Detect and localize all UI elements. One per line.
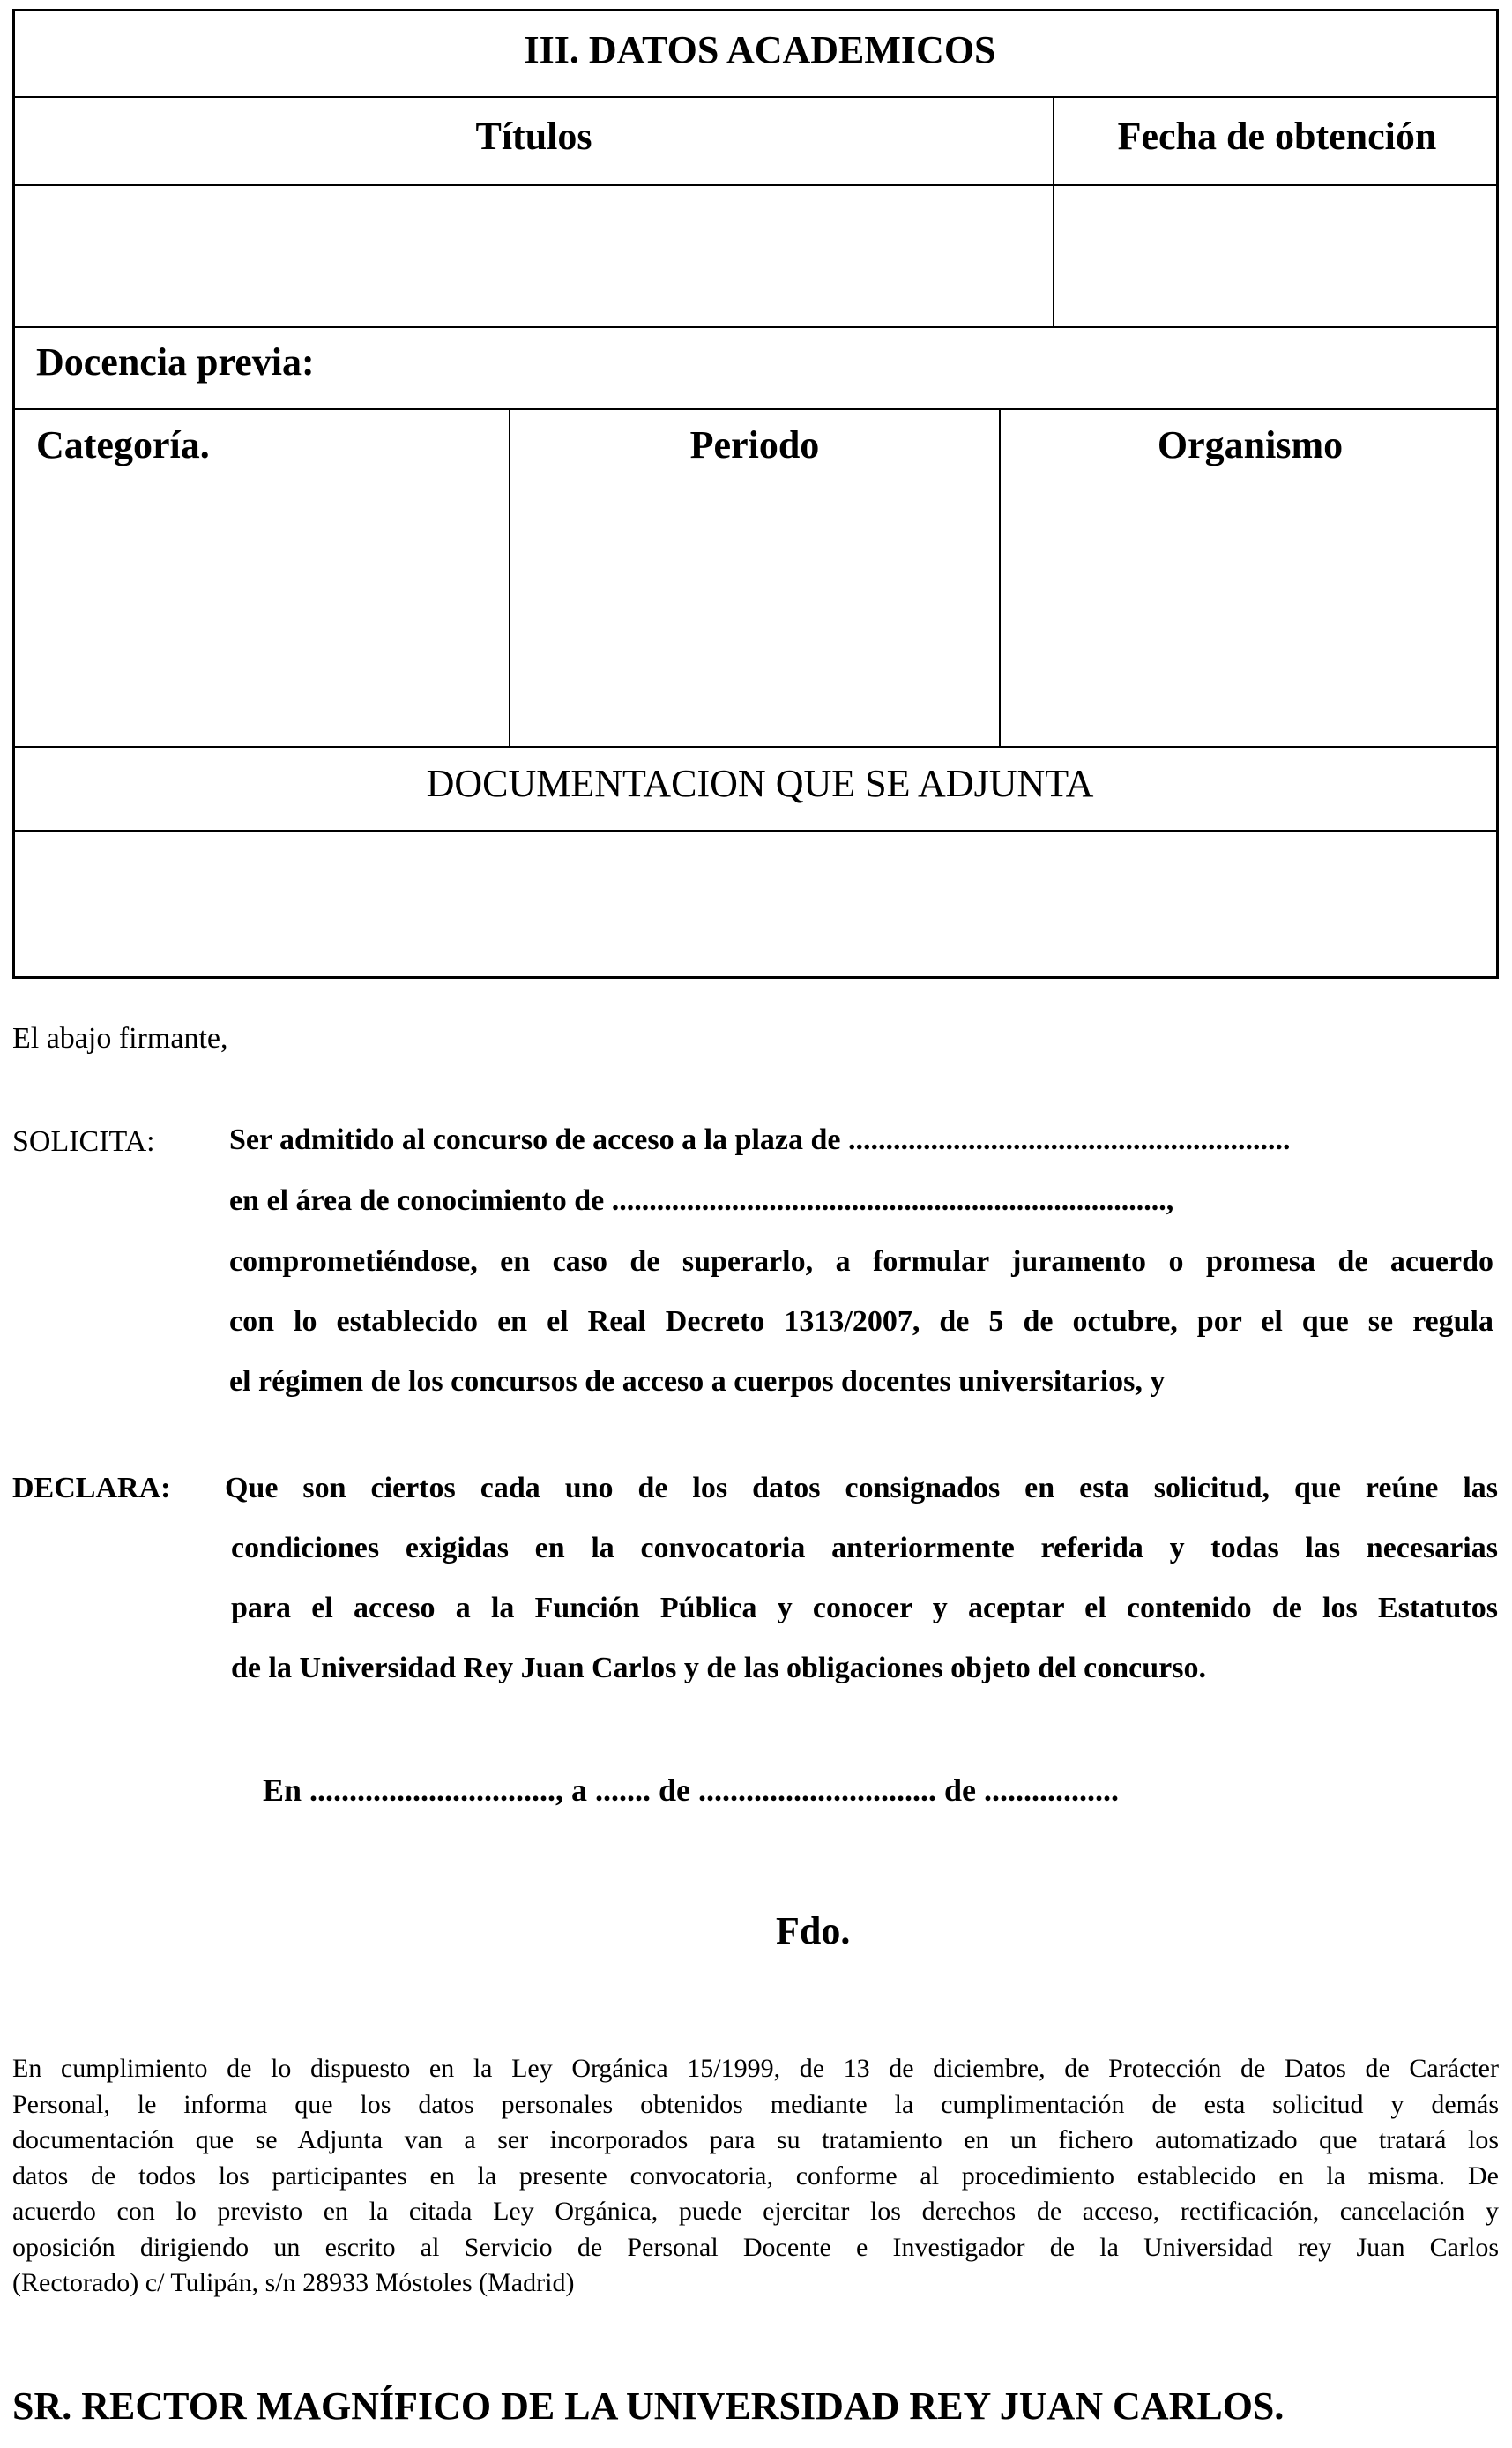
declara-line: de la Universidad Rey Juan Carlos y de las obligaciones objeto del concurso. <box>231 1652 1206 1684</box>
declara-line: para el acceso a la Función Pública y conocer y aceptar el contenido de los Estatutos <box>231 1592 1498 1624</box>
addressee: SR. RECTOR MAGNÍFICO DE LA UNIVERSIDAD REY JUAN CARLOS. <box>12 2385 1285 2428</box>
solicita-line: con lo establecido en el Real Decreto 1313/2007, de 5 de octubre, por el que se regula <box>229 1305 1493 1338</box>
section-title: III. DATOS ACADEMICOS <box>524 28 996 71</box>
solicita-line: el régimen de los concursos de acceso a cuerpos docentes universitarios, y <box>229 1365 1166 1398</box>
solicita-line: Ser admitido al concurso de acceso a la plaza de ........................................................... <box>229 1123 1291 1156</box>
signer-intro: El abajo firmante, <box>12 1022 228 1055</box>
period-header: Periodo <box>689 423 820 466</box>
solicita-label: SOLICITA: <box>12 1125 155 1158</box>
privacy-notice <box>12 2051 1499 2302</box>
solicita-line: en el área de conocimiento de .........................................................................., <box>229 1184 1174 1217</box>
declara-line: Que son ciertos cada uno de los datos consignados en esta solicitud, que reúne las <box>225 1472 1498 1504</box>
title-entry-field[interactable] <box>15 186 1053 267</box>
date-obtained-header: Fecha de obtención <box>1117 115 1437 158</box>
declara-label: DECLARA: <box>12 1472 171 1504</box>
category-entry-field[interactable] <box>15 410 509 746</box>
date-entry-field[interactable] <box>1054 186 1500 267</box>
category-header: Categoría. <box>36 423 210 466</box>
privacy-notice-line: oposición dirigiendo un escrito al Servicio de Personal Docente e Investigador de la Universidad rey Juan Carlos <box>12 2232 1499 2262</box>
academic-data-table <box>12 9 1499 979</box>
row-divider <box>15 746 1496 748</box>
documentation-header: DOCUMENTACION QUE SE ADJUNTA <box>426 762 1094 805</box>
titles-header: Títulos <box>475 115 592 158</box>
privacy-notice-line: Personal, le informa que los datos personales obtenidos mediante la cumplimentación de esta solicitud y demás <box>12 2089 1499 2119</box>
row-divider <box>15 326 1496 328</box>
privacy-notice-line: acuerdo con lo previsto en la citada Ley Orgánica, puede ejercitar los derechos de acceso, rectificación, cancelación y <box>12 2197 1499 2226</box>
privacy-notice-line: datos de todos los participantes en la presente convocatoria, conforme al procedimiento establecido en la misma. De <box>12 2161 1499 2191</box>
solicita-line: comprometiéndose, en caso de superarlo, a formular juramento o promesa de acuerdo <box>229 1245 1493 1278</box>
prior-teaching-label: Docencia previa: <box>36 340 315 384</box>
row-divider <box>15 96 1496 98</box>
place-date-line[interactable]: En ..............................., a ....... de .............................. de ................. <box>263 1773 1120 1808</box>
privacy-notice-line: (Rectorado) c/ Tulipán, s/n 28933 Móstoles (Madrid) <box>12 2268 575 2297</box>
privacy-notice-line: En cumplimiento de lo dispuesto en la Ley Orgánica 15/1999, de 13 de diciembre, de Protección de Datos de Carácter <box>12 2054 1499 2083</box>
documentation-entry-field[interactable] <box>15 832 1500 973</box>
period-entry-field[interactable] <box>510 410 999 746</box>
declara-line: condiciones exigidas en la convocatoria anteriormente referida y todas las necesarias <box>231 1532 1498 1564</box>
organism-entry-field[interactable] <box>1001 410 1500 746</box>
privacy-notice-line: documentación que se Adjunta van a ser incorporados para su tratamiento en un fichero automatizado que tratará los <box>12 2125 1499 2154</box>
signature-label: Fdo. <box>776 1909 851 1952</box>
organism-header: Organismo <box>1157 423 1344 466</box>
